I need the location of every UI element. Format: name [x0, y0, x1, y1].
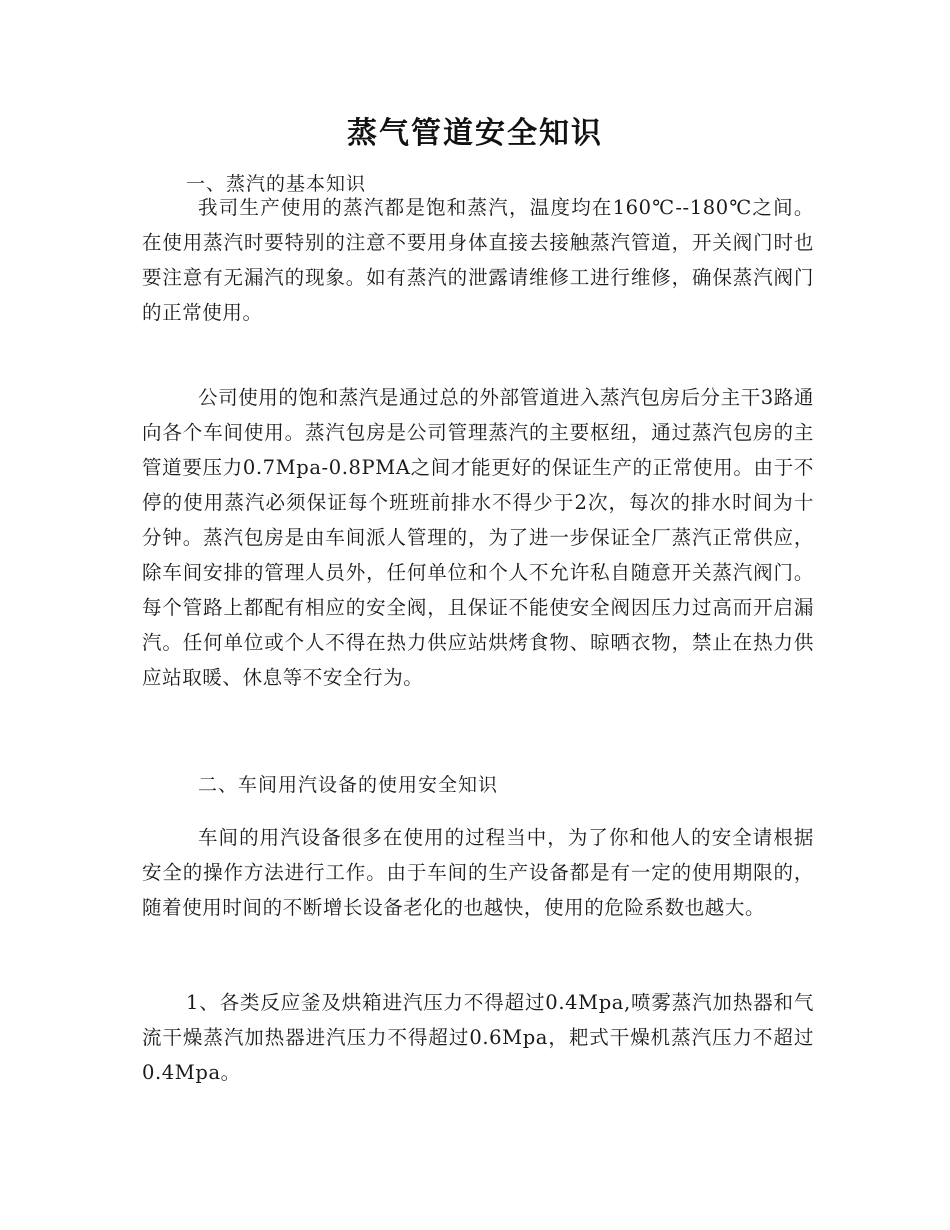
- paragraph-steam-basics: 我司生产使用的蒸汽都是饱和蒸汽，温度均在160℃--180℃之间。在使用蒸汽时要特别的注意不要用身体直接去接触蒸汽管道，开关阀门时也要注意有无漏汽的现象。如有蒸汽的泄露请维修工进行维修，确保蒸汽阀门的正常使用。: [142, 196, 814, 324]
- document-title: 蒸气管道安全知识: [347, 116, 603, 151]
- paragraph-steam-distribution: 公司使用的饱和蒸汽是通过总的外部管道进入蒸汽包房后分主干3路通向各个车间使用。蒸汽包房是公司管理蒸汽的主要枢纽，通过蒸汽包房的主管道要压力0.7Mpa-0.8PMA之间才能更好的保证生产的正常使用。由于不停的使用蒸汽必须保证每个班班前排水不得少于2次，每次的排水时间为十分钟。蒸汽包房是由车间派人管理的，为了进一步保证全厂蒸汽正常供应，除车间安排的管理人员外，任何单位和个人不允许私自随意开关蒸汽阀门。每个管路上都配有相应的安全阀，且保证不能使安全阀因压力过高而开启漏汽。任何单位或个人不得在热力供应站烘烤食物、晾晒衣物，禁止在热力供应站取暖、休息等不安全行为。: [142, 386, 815, 689]
- section-heading-basic-knowledge: 一、蒸汽的基本知识: [186, 173, 367, 195]
- paragraph-equipment-safety: 车间的用汽设备很多在使用的过程当中，为了你和他人的安全请根据安全的操作方法进行工作。由于车间的生产设备都是有一定的使用期限的，随着使用时间的不断增长设备老化的也越快，使用的危险系数也越大。: [142, 826, 814, 919]
- paragraph-pressure-limits: 1、各类反应釜及烘箱进汽压力不得超过0.4Mpa,喷雾蒸汽加热器和气流干燥蒸汽加热器进汽压力不得超过0.6Mpa，耙式干燥机蒸汽压力不超过0.4Mpa。: [142, 991, 814, 1084]
- section-heading-workshop-equipment: 二、车间用汽设备的使用安全知识: [198, 774, 499, 796]
